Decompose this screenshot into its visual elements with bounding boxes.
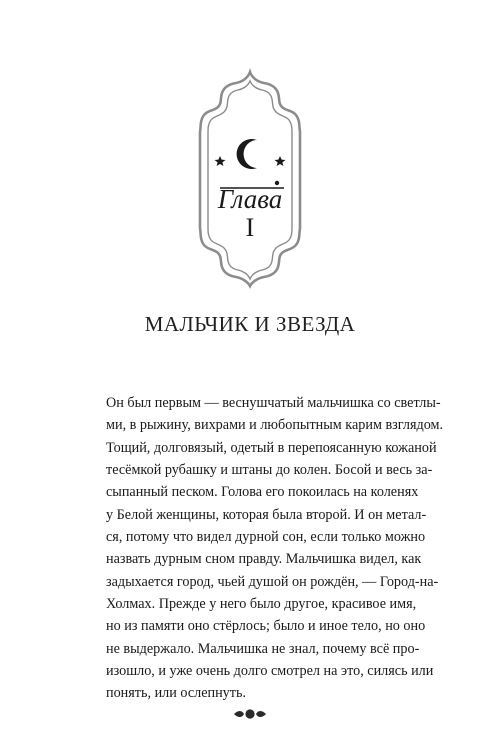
body-line: Тощий, долговязый, одетый в перепоясанную кожаной	[106, 439, 437, 456]
star-left-icon	[215, 156, 226, 166]
body-line: ся, потому что видел дурной сон, если только можно	[106, 529, 426, 546]
emblem-inner-frame	[208, 81, 292, 279]
chapter-heading: Глава	[217, 184, 283, 214]
body-line: сыпанный песком. Голова его покоилась на коленях	[106, 484, 419, 501]
body-line: Холмах. Прежде у него было другое, красивое имя,	[106, 596, 417, 613]
chapter-number: I	[245, 213, 255, 242]
chapter-title: МАЛЬЧИК И ЗВЕЗДА	[144, 312, 356, 336]
body-line: задыхается город, чьей душой он рождён, — Город-на-	[106, 573, 439, 590]
chapter-emblem	[194, 70, 306, 288]
crescent-moon-icon	[237, 139, 257, 169]
body-line: у Белой женщины, которая была второй. И он метал-	[106, 506, 427, 523]
emblem-outer-frame	[200, 72, 300, 286]
ornament-flourish-icon	[231, 707, 269, 721]
body-line: понять, или ослепнуть.	[106, 685, 246, 702]
body-line: назвать дурным сном правду. Мальчишка видел, как	[106, 551, 422, 568]
body-line: Он был первым — веснушчатый мальчишка со светлы-	[106, 395, 441, 411]
body-line: ми, в рыжину, вихрами и любопытным карим взглядом.	[106, 417, 444, 434]
body-line: не выдержало. Мальчишка не знал, почему всё про-	[106, 640, 420, 657]
body-line: но из памяти оно стёрлось; было и иное тело, но оно	[106, 618, 426, 635]
body-text	[106, 392, 444, 705]
body-line: изошло, и уже очень долго смотрел на это, силясь или	[106, 663, 434, 680]
star-right-icon	[275, 156, 286, 166]
body-line: тесёмкой рубашку и штаны до колен. Босой и весь за-	[106, 462, 433, 479]
